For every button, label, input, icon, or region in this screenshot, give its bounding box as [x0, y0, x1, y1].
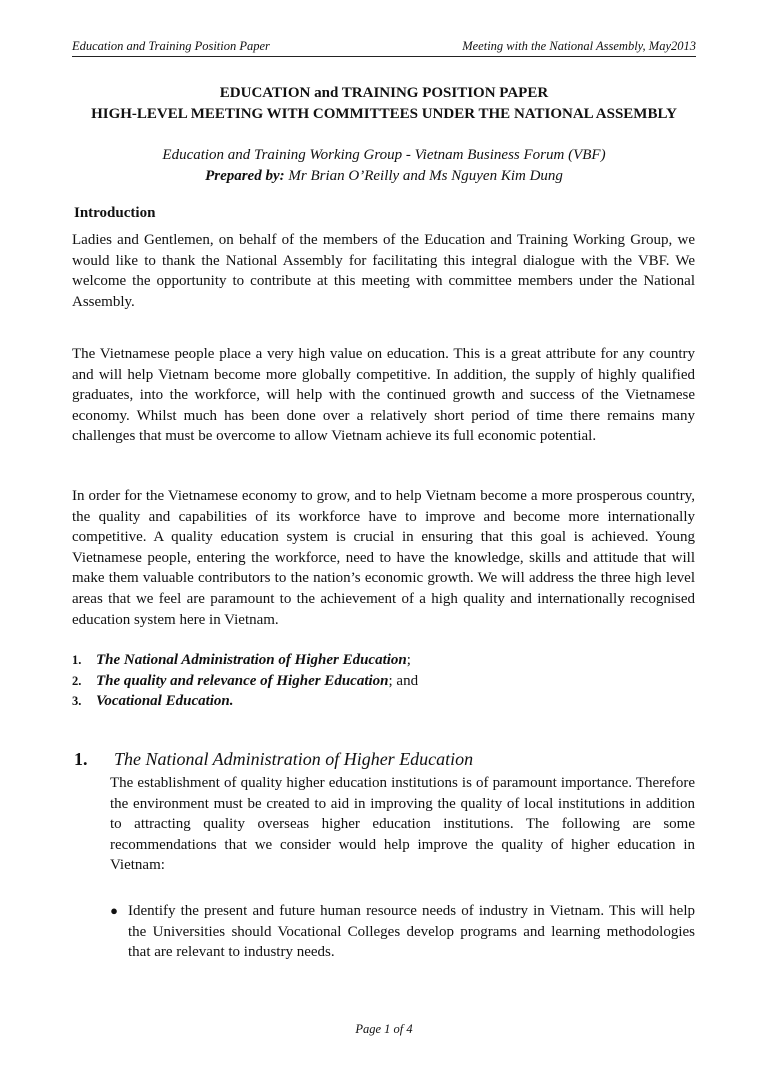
list-item	[72, 691, 692, 712]
document-subtitle	[60, 145, 708, 187]
prepared-by-line	[60, 166, 708, 187]
list-item	[72, 650, 692, 671]
list-item-title: The National Administration of Higher Education	[96, 652, 407, 668]
list-item-suffix: ;	[406, 652, 411, 668]
header-left-text: Education and Training Position Paper	[72, 39, 270, 53]
running-header	[72, 36, 696, 57]
list-item-suffix: ; and	[388, 672, 419, 689]
intro-paragraph-2: The Vietnamese people place a very high value on education. This is a great attribute for any country and will help Vietnam become more globally competitive. In addition, the supply of highly qualified graduates, into the workforce, will help with the continued growth and success of the Vietnamese economy. Whilst much has been done over a relatively short period of time there remains many challenges that must be overcome to allow Vietnam achieve its full economic potential.	[72, 346, 695, 445]
intro-paragraph-3: In order for the Vietnamese economy to grow, and to help Vietnam become a more prosperous country, the quality and capabilities of its workforce have to improve and become more internationally competitive. A quality education system is crucial in ensuring that this goal is achieved. Young Vietnamese people, entering the workforce, need to have the knowledge, skills and attitude that will make them valuable contributors to the nation’s economic growth. We will address the three high level areas that we feel are paramount to the achievement of a high quality and internationally recognised education system here in Vietnam.	[72, 488, 695, 628]
working-group-line: Education and Training Working Group - Vietnam Business Forum (VBF)	[162, 147, 606, 163]
prepared-by-names: Mr Brian O’Reilly and Ms Nguyen Kim Dung	[284, 168, 563, 184]
section-1-paragraph: The establishment of quality higher education institutions is of paramount importance. Therefore the environment must be created to aid in improving the quality of local institutions in addition to attracting quality overseas higher education institutions. The following are some recommendations that we consider would help improve the quality of higher education in Vietnam:	[110, 775, 695, 874]
list-item-title: Vocational Education.	[96, 693, 234, 710]
list-item-number: 3.	[72, 694, 82, 709]
bullet-text: Identify the present and future human resource needs of industry in Vietnam. This will help the Universities should Vocational Colleges develop programs and learning methodologies that are relevant to industry needs.	[128, 903, 695, 961]
header-right-text: Meeting with the National Assembly, May2013	[462, 39, 696, 53]
intro-paragraph-1: Ladies and Gentlemen, on behalf of the members of the Education and Training Working Group, we would like to thank the National Assembly for facilitating this integral dialogue with the VBF. We welcome the opportunity to contribute at this meeting with committee members under the National Assembly.	[72, 232, 695, 310]
document-title	[60, 83, 708, 125]
section-1-heading	[74, 749, 473, 770]
list-item-number: 2.	[72, 673, 82, 688]
list-item-number: 1.	[72, 653, 82, 667]
bullet-icon: ●	[110, 903, 118, 918]
list-item-title: The quality and relevance of Higher Education	[96, 672, 389, 689]
section-title: The National Administration of Higher Education	[114, 749, 474, 769]
areas-list	[72, 650, 692, 712]
prepared-by-label: Prepared by:	[205, 168, 285, 184]
title-line-2: HIGH-LEVEL MEETING WITH COMMITTEES UNDER THE NATIONAL ASSEMBLY	[91, 106, 677, 122]
section-number: 1.	[74, 749, 88, 769]
title-line-1: EDUCATION and TRAINING POSITION PAPER	[219, 85, 549, 101]
introduction-heading: Introduction	[74, 205, 156, 221]
bullet-item	[100, 901, 695, 963]
list-item	[72, 671, 692, 692]
page-footer: Page 1 of 4	[355, 1022, 413, 1036]
